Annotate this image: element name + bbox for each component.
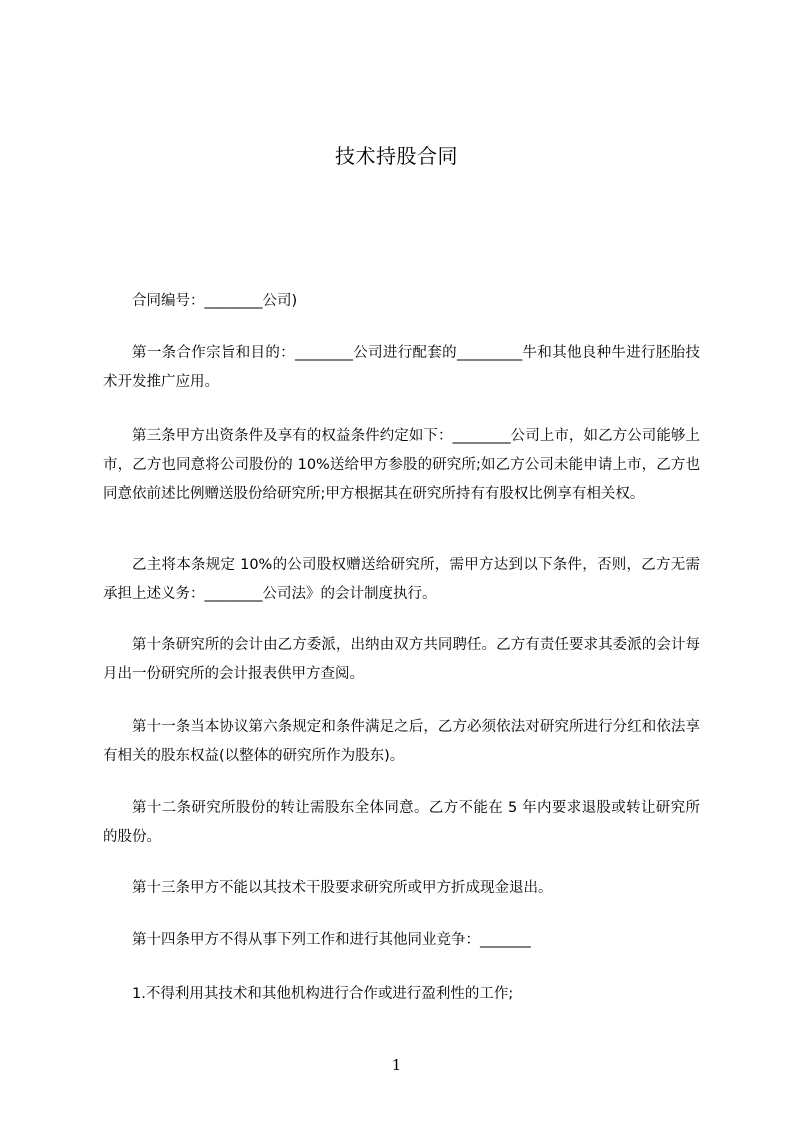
paragraph-article-10: 第十条研究所的会计由乙方委派，出纳由双方共同聘任。乙方有责任要求其委派的会计每月出一份研究所的会计报表供甲方查阅。 — [103, 637, 700, 682]
paragraph-item-1: 1.不得利用其技术和其他机构进行合作或进行盈利性的工作; — [132, 986, 514, 1002]
paragraph-article-14: 第十四条甲方不得从事下列工作和进行其他同业竞争：_______ — [132, 932, 531, 948]
paragraph-contract-number: 合同编号：________公司) — [132, 293, 298, 309]
paragraph-article-3: 第三条甲方出资条件及享有的权益条件约定如下：________公司上市，如乙方公司能够上市，乙方也同意将公司股份的 10%送给甲方参股的研究所;如乙方公司未能申请上市，乙方也同意依前述比例赠送股份给研究所;甲方根据其在研究所持有有股权比例享有相关权。 — [103, 428, 700, 502]
paragraph-article-12: 第十二条研究所股份的转让需股东全体同意。乙方不能在 5 年内要求退股或转让研究所的股份。 — [103, 800, 700, 845]
paragraph-equity-conditions: 乙主将本条规定 10%的公司股权赠送给研究所，需甲方达到以下条件，否则，乙方无需承担上述义务：________公司法》的会计制度执行。 — [103, 557, 700, 602]
document-title: 技术持股合同 — [335, 144, 458, 168]
page-number: 1 — [391, 1056, 402, 1074]
paragraph-article-13: 第十三条甲方不能以其技术干股要求研究所或甲方折成现金退出。 — [132, 880, 553, 896]
paragraph-article-1: 第一条合作宗旨和目的：________公司进行配套的_________牛和其他良种牛进行胚胎技术开发推广应用。 — [103, 345, 700, 390]
paragraph-article-11: 第十一条当本协议第六条规定和条件满足之后，乙方必须依法对研究所进行分红和依法享有相关的股东权益(以整体的研究所作为股东)。 — [103, 719, 700, 764]
